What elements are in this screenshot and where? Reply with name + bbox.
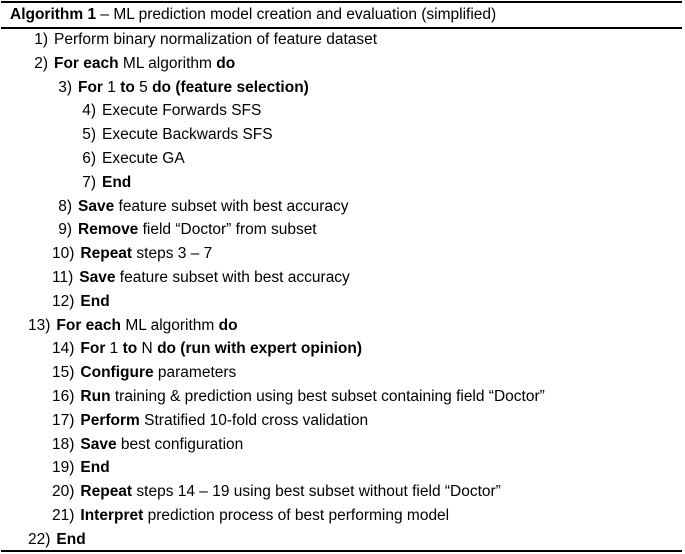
step-text: [56, 531, 85, 548]
keyword: Configure: [80, 364, 154, 382]
keyword: Save: [78, 197, 115, 215]
keyword: do: [218, 316, 238, 334]
step-text: [80, 459, 109, 476]
step-number: 12): [52, 292, 75, 310]
step-text-part: parameters: [153, 364, 237, 382]
step-number: 11): [52, 269, 74, 286]
keyword: End: [102, 173, 132, 191]
keyword: Interpret: [80, 507, 144, 524]
step-line: [52, 339, 362, 359]
step-text-part: ML algorithm: [118, 54, 217, 72]
step-text: [80, 364, 236, 381]
step-text: [80, 388, 544, 405]
keyword: Run: [80, 388, 111, 405]
step-line: [52, 435, 243, 455]
step-text-part: feature subset with best accuracy: [115, 269, 350, 286]
top-rule: [1, 1, 682, 3]
keyword: Perform: [80, 411, 140, 429]
step-text: [102, 150, 185, 167]
step-text-part: Execute GA: [102, 150, 185, 167]
step-line: [52, 363, 236, 383]
step-text-part: ML algorithm: [121, 316, 219, 334]
step-line: [52, 482, 501, 502]
step-line: [28, 530, 86, 550]
step-number: 15): [52, 364, 75, 382]
step-text: [56, 317, 237, 334]
step-text: [78, 221, 317, 238]
step-text-part: training & prediction using best subset containing field “Doctor”: [110, 388, 545, 405]
step-line: [52, 411, 368, 431]
step-text: [80, 436, 243, 453]
step-line: [52, 197, 349, 217]
keyword: For each: [54, 54, 119, 72]
step-text: [80, 483, 500, 500]
step-line: [28, 30, 377, 50]
step-line: [52, 244, 212, 264]
step-number: 5): [82, 126, 96, 144]
keyword: End: [80, 459, 110, 477]
step-number: 20): [52, 483, 75, 501]
step-text-part: 1: [102, 78, 121, 96]
step-line: [52, 268, 350, 288]
keyword: For: [78, 78, 103, 96]
keyword: do (feature selection): [152, 78, 309, 96]
step-text: [54, 31, 377, 48]
step-text-part: best configuration: [116, 435, 244, 453]
step-number: 6): [82, 150, 96, 167]
step-text-part: Perform binary normalization of feature dataset: [54, 31, 378, 48]
keyword: Save: [79, 269, 116, 286]
step-number: 19): [52, 459, 75, 477]
step-text-part: steps 14 – 19 using best subset without field “Doctor”: [132, 483, 501, 501]
keyword: End: [80, 292, 110, 310]
keyword: For: [80, 340, 106, 358]
step-line: [52, 78, 309, 98]
keyword: Remove: [78, 221, 139, 239]
step-text-part: Execute Forwards SFS: [102, 102, 262, 120]
step-text: [80, 507, 449, 524]
step-number: 18): [52, 435, 75, 453]
step-text: [102, 174, 131, 191]
step-number: 8): [58, 197, 72, 215]
step-number: 2): [34, 54, 48, 72]
step-text-part: 1: [105, 340, 123, 358]
keyword: Repeat: [80, 483, 133, 501]
step-text: [80, 412, 368, 429]
step-text-part: steps 3 – 7: [132, 245, 213, 263]
bottom-rule: [1, 550, 682, 552]
step-text: [78, 79, 309, 96]
keyword: do (run with expert opinion): [157, 340, 362, 358]
step-number: 1): [34, 31, 48, 48]
keyword: Save: [80, 435, 117, 453]
step-number: 13): [28, 316, 51, 334]
step-text-part: prediction process of best performing model: [143, 507, 450, 524]
step-number: 21): [52, 507, 75, 524]
step-line: [76, 125, 273, 145]
step-line: [76, 173, 131, 193]
step-line: [52, 292, 110, 312]
step-line: [28, 316, 238, 336]
step-number: 9): [58, 221, 72, 239]
algorithm-title: [10, 6, 496, 24]
step-text: [102, 126, 273, 143]
step-text-part: 5: [134, 78, 153, 96]
algorithm-caption: – ML prediction model creation and evaluation (simplified): [96, 6, 497, 23]
keyword: do: [216, 54, 236, 72]
step-number: 3): [58, 78, 72, 96]
step-text: [54, 55, 235, 72]
step-text: [79, 269, 350, 286]
step-text-part: feature subset with best accuracy: [114, 197, 349, 215]
step-number: 10): [52, 245, 75, 263]
step-number: 22): [28, 530, 51, 548]
step-number: 14): [52, 340, 75, 358]
step-line: [76, 149, 185, 169]
keyword: to: [120, 78, 135, 96]
step-line: [52, 458, 110, 478]
keyword: End: [56, 530, 86, 548]
step-text: [80, 293, 109, 310]
step-text-part: Stratified 10-fold cross validation: [139, 411, 369, 429]
algorithm-label: Algorithm 1: [10, 6, 97, 23]
step-line: [52, 506, 449, 526]
step-number: 4): [82, 102, 96, 120]
step-text: [80, 245, 212, 262]
step-line: [52, 387, 545, 407]
step-line: [76, 101, 261, 121]
step-text-part: field “Doctor” from subset: [138, 221, 317, 239]
step-text: [102, 102, 261, 119]
step-text: [80, 340, 362, 357]
step-text-part: N: [137, 340, 158, 358]
step-text-part: Execute Backwards SFS: [102, 126, 273, 144]
step-text: [78, 198, 349, 215]
step-number: 7): [82, 173, 96, 191]
keyword: to: [122, 340, 138, 358]
keyword: Repeat: [80, 245, 133, 263]
step-line: [52, 220, 317, 240]
step-line: [28, 54, 235, 74]
keyword: For each: [56, 316, 122, 334]
step-number: 16): [52, 388, 75, 405]
header-rule: [1, 27, 682, 29]
step-number: 17): [52, 411, 75, 429]
